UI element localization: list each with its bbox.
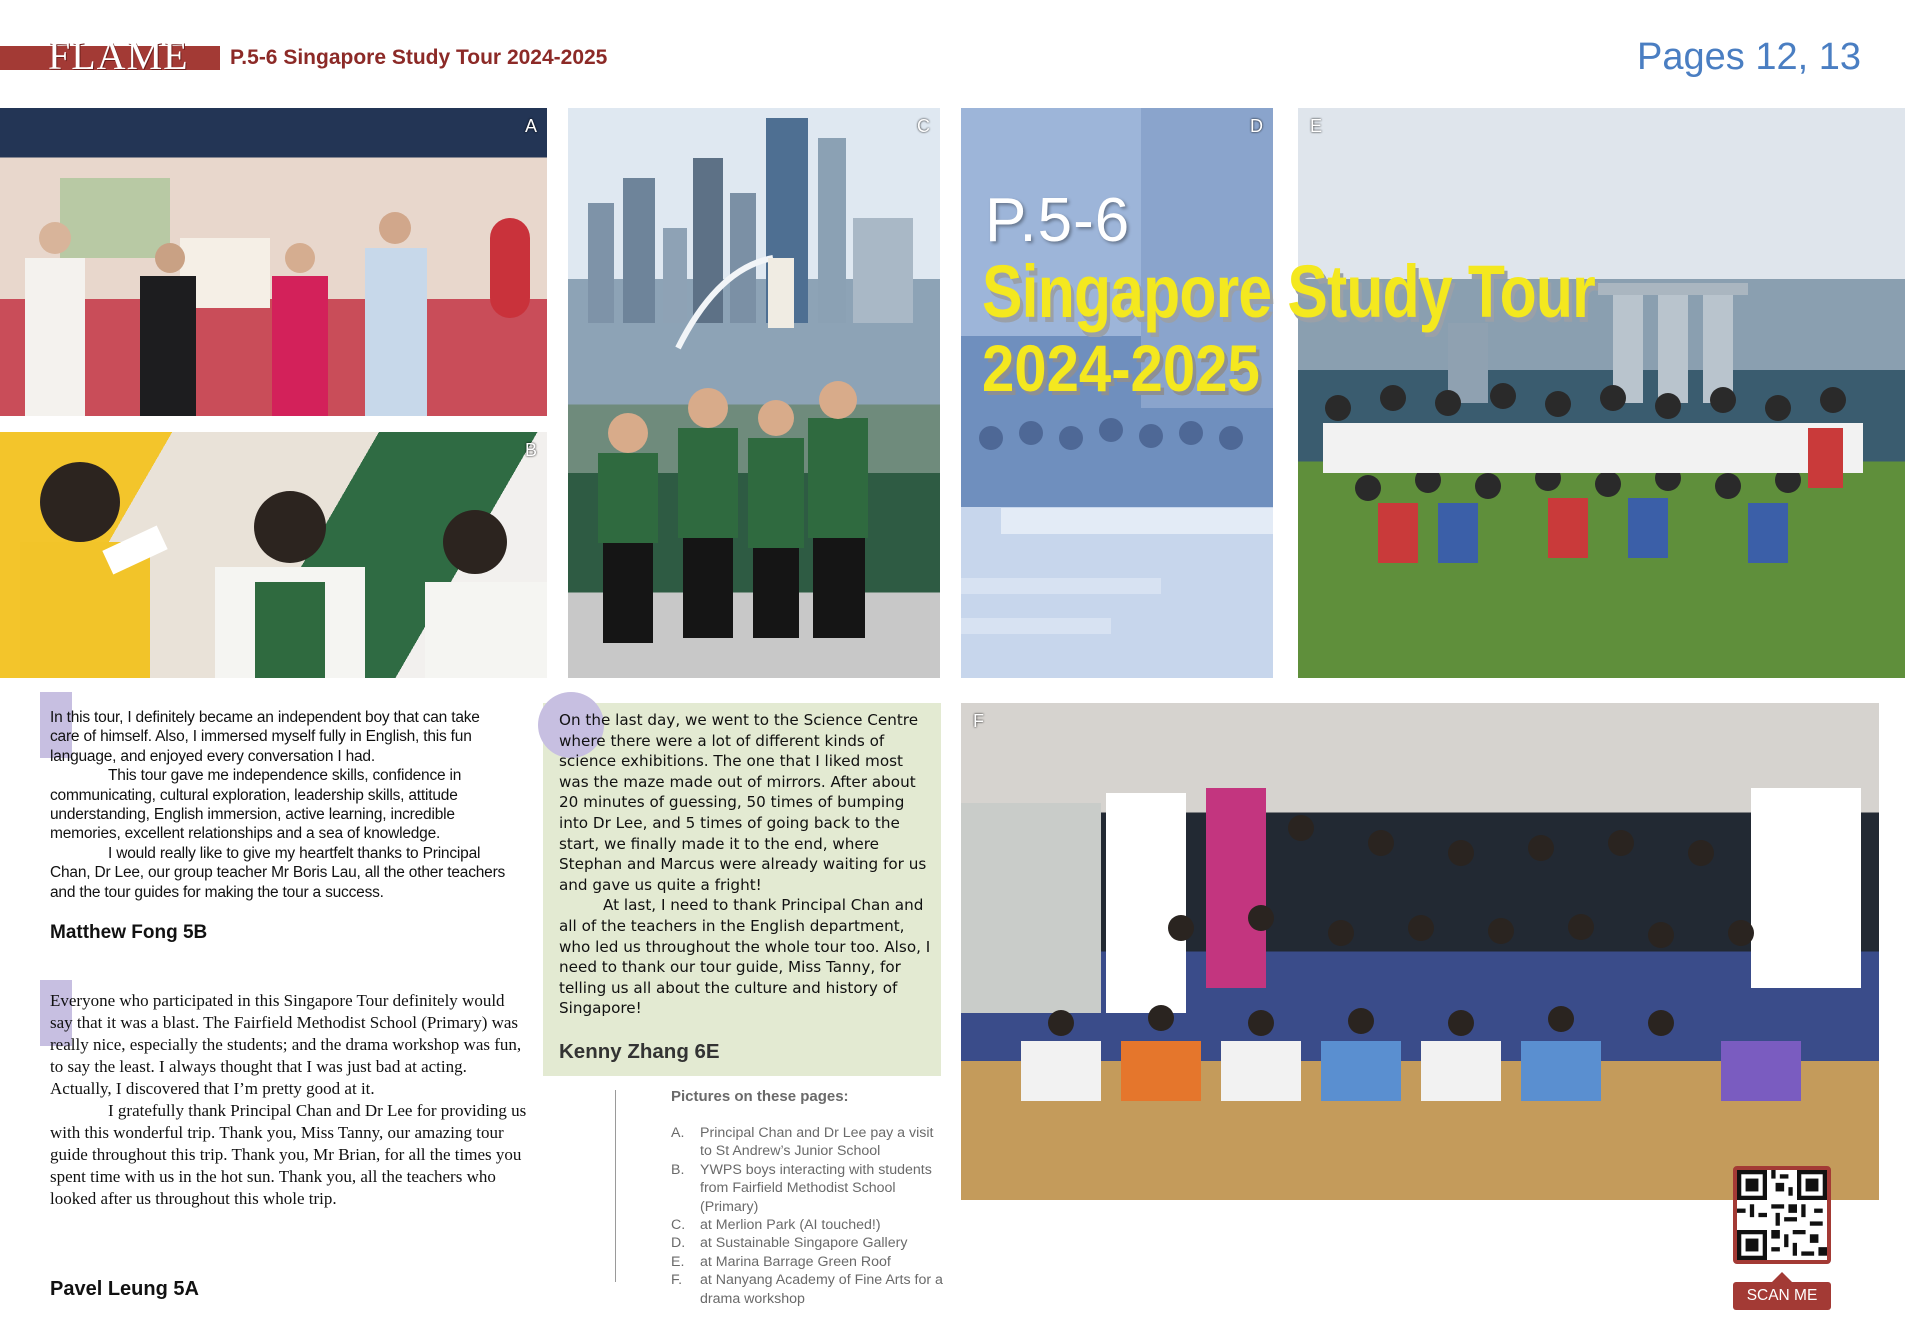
caption-text: at Sustainable Singapore Gallery [700, 1235, 908, 1252]
article-paragraph: I gratefully thank Principal Chan and Dr Lee for providing us with this wonderful trip. Thank you, Miss Tanny, our amazing tour guide throughout this trip. Thank you, Mr Brian, for all the times you spent time with us in the hot sun. Thank you, all the teachers who looked after us throughout this whole trip. [50, 1101, 527, 1208]
author-kenny: Kenny Zhang 6E [559, 1040, 720, 1063]
photo-c-merlion-park [568, 108, 940, 678]
qr-code-icon [1737, 1170, 1827, 1260]
photo-b-classroom [0, 432, 547, 678]
caption-letter: C. [671, 1217, 686, 1234]
caption-item [671, 1271, 947, 1308]
article-kenny [559, 710, 937, 1019]
caption-letter: E. [671, 1253, 685, 1270]
qr-code[interactable] [1733, 1166, 1831, 1264]
photo-letter-d: D [1250, 116, 1263, 136]
scan-me-label: SCAN ME [1733, 1282, 1831, 1310]
caption-item [671, 1234, 947, 1252]
page-numbers: Pages 12, 13 [1637, 36, 1861, 78]
caption-title: Pictures on these pages: [671, 1088, 849, 1105]
caption-item [671, 1216, 947, 1234]
photo-letter-c: C [917, 116, 930, 136]
overlay-grade: P.5-6 [985, 186, 1131, 255]
article-paragraph: This tour gave me independence skills, confidence in communicating, cultural exploration, leadership skills, attitude understanding, English immersion, active learning, incredible memories, excellent relationships and a sea of knowledge. [50, 767, 462, 843]
caption-list [671, 1124, 947, 1308]
article-paragraph: Everyone who participated in this Singapore Tour definitely would say that it was a blast. The Fairfield Methodist School (Primary) was really nice, especially the students; and the drama workshop was fun, to say the least. I always thought that I was just bad at acting. Actually, I discovered that I’m pretty good at it. [50, 991, 522, 1098]
caption-item [671, 1124, 947, 1161]
article-paragraph: I would really like to give my heartfelt thanks to Principal Chan, Dr Lee, our group teacher Mr Boris Lau, all the other teachers and the tour guides for making the tour a success. [50, 844, 506, 901]
flame-logo: FLAME [48, 33, 189, 78]
overlay-year: 2024-2025 [982, 331, 1260, 405]
caption-text: Principal Chan and Dr Lee pay a visit to St Andrew’s Junior School [700, 1125, 934, 1160]
photo-letter-e: E [1310, 116, 1323, 136]
photo-classroom-icon [0, 432, 547, 678]
caption-letter: F. [671, 1272, 683, 1289]
caption-item [671, 1253, 947, 1271]
photo-drama-workshop-icon [961, 703, 1879, 1200]
scan-notch [1772, 1272, 1792, 1282]
photo-group-outdoor-icon [1298, 108, 1905, 678]
author-pavel: Pavel Leung 5A [50, 1278, 199, 1300]
photo-letter-b: B [524, 440, 537, 460]
caption-text: at Nanyang Academy of Fine Arts for a drama workshop [700, 1272, 943, 1307]
article-matthew [50, 708, 510, 902]
header-title: P.5-6 Singapore Study Tour 2024-2025 [230, 46, 608, 69]
article-paragraph: On the last day, we went to the Science Centre where there were a lot of different kinds of science exhibitions. The one that I liked most was the maze made out of mirrors. After about 20 minutes of guessing, 50 times of bumping into Dr Lee, and 5 times of going back to the start, we finally made it to the end, where Stephan and Marcus were already waiting for us and gave us quite a fright! [559, 711, 927, 894]
photo-museum-icon [0, 108, 547, 416]
article-paragraph: At last, I need to thank Principal Chan and all of the teachers in the English department, who led us throughout the whole tour too. Also, I need to thank our tour guide, Miss Tanny, for telling us all about the culture and history of Singapore! [559, 896, 931, 1018]
caption-text: at Marina Barrage Green Roof [700, 1253, 891, 1270]
caption-text: at Merlion Park (AI touched!) [700, 1217, 881, 1234]
caption-letter: A. [671, 1125, 685, 1141]
overlay-title: Singapore Study Tour [982, 250, 1595, 333]
caption-item [671, 1161, 947, 1216]
photo-letter-f: F [973, 711, 984, 731]
caption-letter: D. [671, 1235, 686, 1252]
photo-f-drama-workshop [961, 703, 1879, 1200]
author-matthew: Matthew Fong 5B [50, 922, 208, 943]
caption-divider [615, 1090, 616, 1282]
article-pavel [50, 990, 528, 1210]
caption-text: YWPS boys interacting with students from Fairfield Methodist School (Primary) [700, 1161, 932, 1215]
photo-a-museum-visit [0, 108, 547, 416]
photo-e-marina-barrage [1298, 108, 1905, 678]
caption-letter: B. [671, 1161, 685, 1178]
photo-letter-a: A [524, 116, 537, 136]
photo-merlion-icon [568, 108, 940, 678]
article-paragraph: In this tour, I definitely became an independent boy that can take care of himself. Also, I immersed myself fully in English, this fun language, and enjoyed every conversation I had. [50, 709, 480, 765]
